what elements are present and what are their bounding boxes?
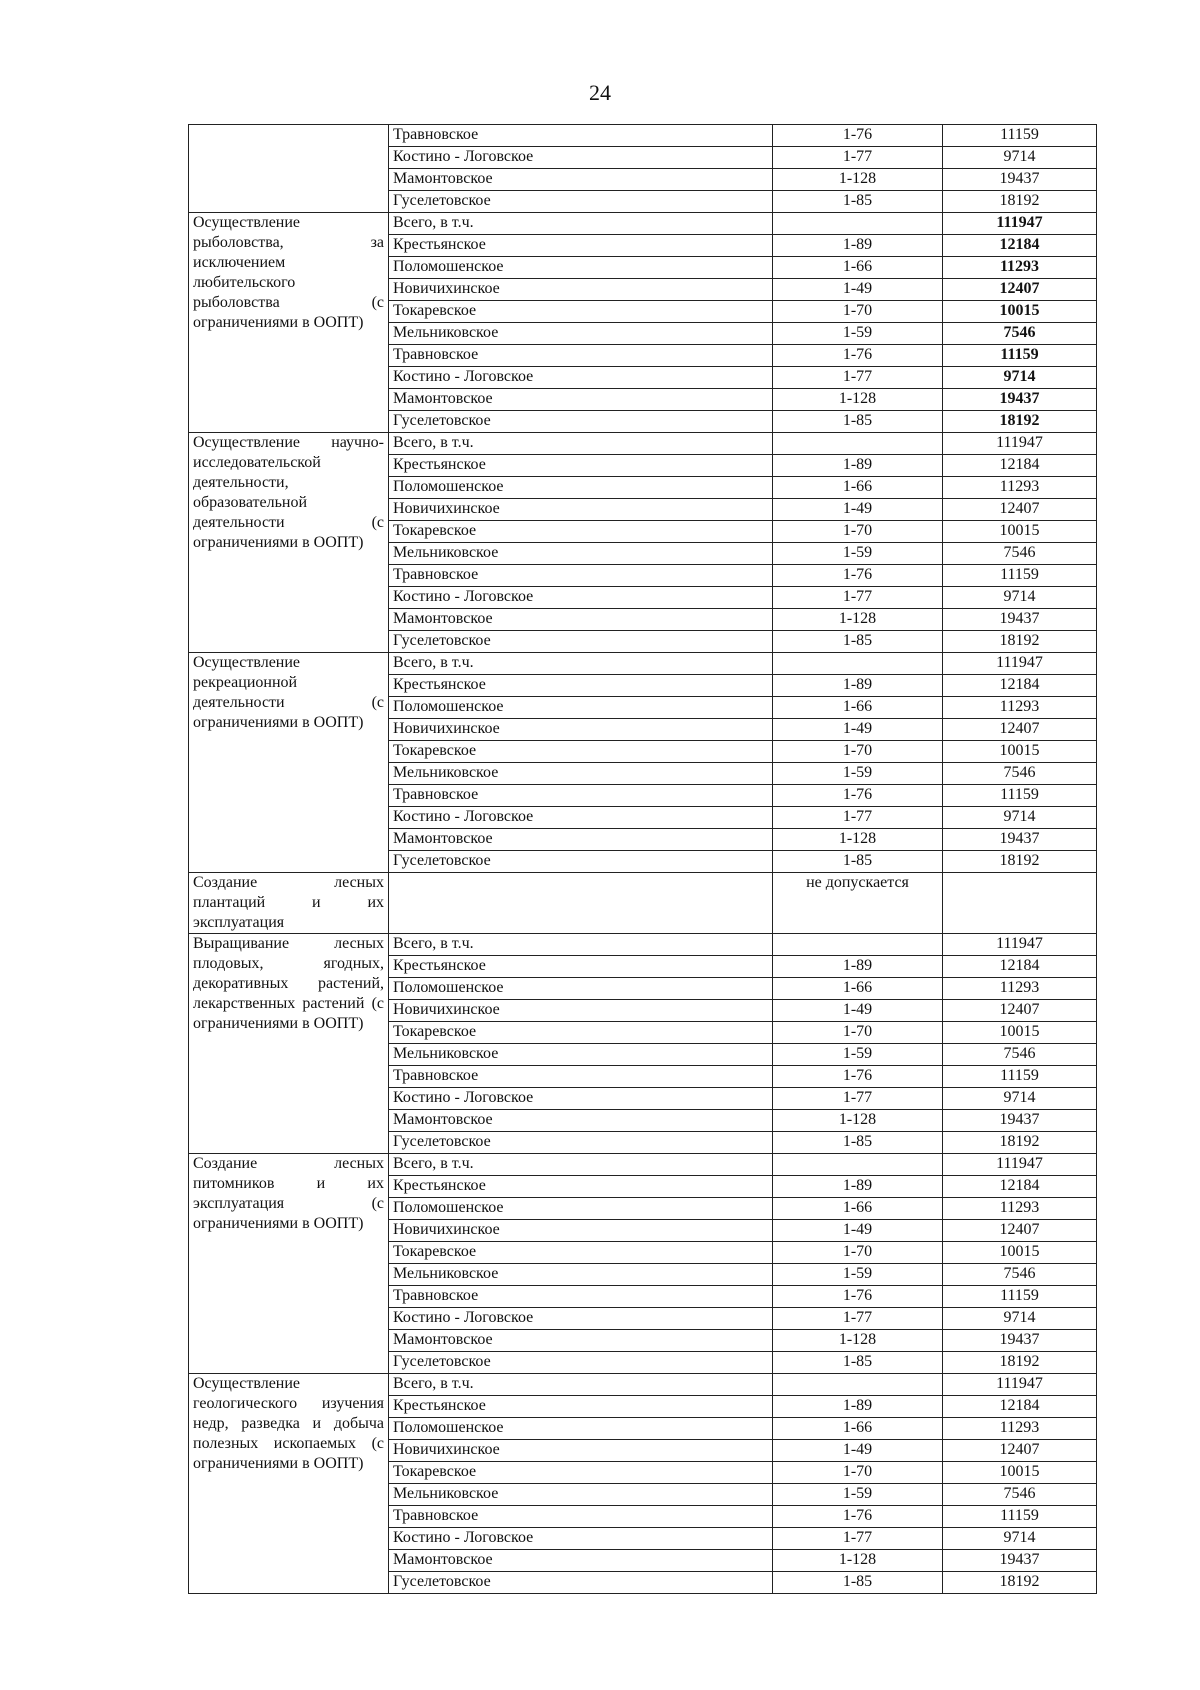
forestry-cell: Всего, в т.ч. bbox=[389, 934, 773, 956]
area-cell: 10015 bbox=[943, 301, 1097, 323]
quarters-cell: 1-128 bbox=[773, 1110, 943, 1132]
area-cell: 111947 bbox=[943, 653, 1097, 675]
quarters-cell: 1-76 bbox=[773, 785, 943, 807]
quarters-cell: 1-49 bbox=[773, 1440, 943, 1462]
area-cell: 111947 bbox=[943, 1374, 1097, 1396]
quarters-cell: 1-77 bbox=[773, 1528, 943, 1550]
area-cell: 7546 bbox=[943, 1044, 1097, 1066]
forestry-cell: Новичихинское bbox=[389, 279, 773, 301]
area-cell: 18192 bbox=[943, 1132, 1097, 1154]
table-row bbox=[189, 213, 1097, 235]
quarters-cell: 1-66 bbox=[773, 1198, 943, 1220]
forestry-cell: Костино - Логовское bbox=[389, 367, 773, 389]
area-cell: 11293 bbox=[943, 477, 1097, 499]
table-row bbox=[189, 653, 1097, 675]
forestry-cell: Мельниковское bbox=[389, 1264, 773, 1286]
forestry-cell: Всего, в т.ч. bbox=[389, 433, 773, 455]
quarters-cell: 1-89 bbox=[773, 1396, 943, 1418]
area-cell: 111947 bbox=[943, 433, 1097, 455]
quarters-cell: 1-70 bbox=[773, 1242, 943, 1264]
forestry-cell: Крестьянское bbox=[389, 956, 773, 978]
forestry-cell: Гуселетовское bbox=[389, 191, 773, 213]
forestry-cell: Травновское bbox=[389, 345, 773, 367]
area-cell: 11293 bbox=[943, 1418, 1097, 1440]
forestry-cell: Новичихинское bbox=[389, 719, 773, 741]
quarters-cell: 1-66 bbox=[773, 1418, 943, 1440]
quarters-cell: 1-77 bbox=[773, 1088, 943, 1110]
quarters-cell: 1-70 bbox=[773, 1022, 943, 1044]
forestry-cell: Крестьянское bbox=[389, 1396, 773, 1418]
forestry-cell: Крестьянское bbox=[389, 455, 773, 477]
forestry-cell: Травновское bbox=[389, 125, 773, 147]
forestry-cell: Поломошенское bbox=[389, 1418, 773, 1440]
forestry-cell: Гуселетовское bbox=[389, 411, 773, 433]
quarters-cell: 1-85 bbox=[773, 1352, 943, 1374]
forestry-cell: Костино - Логовское bbox=[389, 1528, 773, 1550]
forestry-cell: Мамонтовское bbox=[389, 829, 773, 851]
area-cell: 111947 bbox=[943, 1154, 1097, 1176]
area-cell: 10015 bbox=[943, 1242, 1097, 1264]
area-cell: 18192 bbox=[943, 851, 1097, 873]
area-cell: 7546 bbox=[943, 323, 1097, 345]
forestry-cell: Крестьянское bbox=[389, 675, 773, 697]
forestry-cell: Крестьянское bbox=[389, 1176, 773, 1198]
area-cell: 11293 bbox=[943, 1198, 1097, 1220]
forestry-cell: Гуселетовское bbox=[389, 1132, 773, 1154]
quarters-cell: 1-77 bbox=[773, 807, 943, 829]
activity-cell bbox=[189, 125, 389, 213]
area-cell: 11159 bbox=[943, 1506, 1097, 1528]
forestry-cell: Гуселетовское bbox=[389, 851, 773, 873]
quarters-cell: 1-49 bbox=[773, 279, 943, 301]
area-cell: 9714 bbox=[943, 367, 1097, 389]
area-cell: 12407 bbox=[943, 279, 1097, 301]
forestry-cell: Токаревское bbox=[389, 521, 773, 543]
quarters-cell: 1-89 bbox=[773, 1176, 943, 1198]
area-cell: 11159 bbox=[943, 1066, 1097, 1088]
area-cell: 18192 bbox=[943, 1352, 1097, 1374]
forestry-cell: Поломошенское bbox=[389, 978, 773, 1000]
table-row bbox=[189, 125, 1097, 147]
quarters-cell: 1-70 bbox=[773, 741, 943, 763]
area-cell: 19437 bbox=[943, 1550, 1097, 1572]
quarters-cell: 1-89 bbox=[773, 235, 943, 257]
note-cell: не допускается bbox=[773, 873, 943, 934]
quarters-cell: 1-76 bbox=[773, 345, 943, 367]
quarters-cell: 1-128 bbox=[773, 1550, 943, 1572]
forestry-cell: Поломошенское bbox=[389, 1198, 773, 1220]
quarters-cell: 1-89 bbox=[773, 675, 943, 697]
forestry-cell: Травновское bbox=[389, 1066, 773, 1088]
area-cell: 12184 bbox=[943, 1176, 1097, 1198]
table-row bbox=[189, 1374, 1097, 1396]
area-cell: 9714 bbox=[943, 1088, 1097, 1110]
area-cell: 12407 bbox=[943, 1220, 1097, 1242]
area-cell: 18192 bbox=[943, 411, 1097, 433]
quarters-cell: 1-128 bbox=[773, 169, 943, 191]
quarters-cell: 1-85 bbox=[773, 191, 943, 213]
area-cell: 11159 bbox=[943, 565, 1097, 587]
forestry-cell: Травновское bbox=[389, 565, 773, 587]
area-cell: 11293 bbox=[943, 257, 1097, 279]
forestry-cell: Мамонтовское bbox=[389, 1110, 773, 1132]
forestry-cell: Мельниковское bbox=[389, 1484, 773, 1506]
area-cell: 19437 bbox=[943, 1330, 1097, 1352]
quarters-cell: 1-76 bbox=[773, 125, 943, 147]
quarters-cell: 1-49 bbox=[773, 719, 943, 741]
area-cell: 7546 bbox=[943, 1264, 1097, 1286]
table-row bbox=[189, 873, 1097, 934]
quarters-cell: 1-59 bbox=[773, 1264, 943, 1286]
area-cell: 12184 bbox=[943, 956, 1097, 978]
forestry-cell: Травновское bbox=[389, 1506, 773, 1528]
quarters-cell: 1-128 bbox=[773, 389, 943, 411]
quarters-cell: 1-59 bbox=[773, 1484, 943, 1506]
activity-cell: Осуществление научно-исследовательской деятельности, образовательной деятельности (с ограничениями в ООПТ) bbox=[189, 433, 389, 653]
forestry-cell: Токаревское bbox=[389, 1242, 773, 1264]
forestry-cell: Мамонтовское bbox=[389, 1550, 773, 1572]
area-cell: 111947 bbox=[943, 213, 1097, 235]
area-cell: 18192 bbox=[943, 191, 1097, 213]
area-cell: 9714 bbox=[943, 1308, 1097, 1330]
forestry-cell: Мельниковское bbox=[389, 323, 773, 345]
area-cell: 11293 bbox=[943, 697, 1097, 719]
area-cell: 19437 bbox=[943, 169, 1097, 191]
forestry-cell: Травновское bbox=[389, 1286, 773, 1308]
area-cell: 7546 bbox=[943, 543, 1097, 565]
quarters-cell: 1-89 bbox=[773, 455, 943, 477]
area-cell bbox=[943, 873, 1097, 934]
area-cell: 12407 bbox=[943, 499, 1097, 521]
forestry-cell: Травновское bbox=[389, 785, 773, 807]
forestry-cell: Токаревское bbox=[389, 741, 773, 763]
area-cell: 9714 bbox=[943, 587, 1097, 609]
forestry-cell: Костино - Логовское bbox=[389, 1308, 773, 1330]
quarters-cell: 1-49 bbox=[773, 499, 943, 521]
quarters-cell: 1-85 bbox=[773, 851, 943, 873]
area-cell: 12184 bbox=[943, 455, 1097, 477]
area-cell: 10015 bbox=[943, 1022, 1097, 1044]
area-cell: 11159 bbox=[943, 1286, 1097, 1308]
area-cell: 9714 bbox=[943, 1528, 1097, 1550]
quarters-cell bbox=[773, 1154, 943, 1176]
quarters-cell bbox=[773, 1374, 943, 1396]
page-number: 24 bbox=[589, 80, 611, 105]
forestry-cell: Мамонтовское bbox=[389, 169, 773, 191]
area-cell: 7546 bbox=[943, 763, 1097, 785]
quarters-cell: 1-76 bbox=[773, 1286, 943, 1308]
forestry-cell: Всего, в т.ч. bbox=[389, 213, 773, 235]
quarters-cell: 1-59 bbox=[773, 323, 943, 345]
quarters-cell: 1-85 bbox=[773, 1132, 943, 1154]
area-cell: 111947 bbox=[943, 934, 1097, 956]
area-cell: 12184 bbox=[943, 235, 1097, 257]
quarters-cell: 1-85 bbox=[773, 631, 943, 653]
quarters-cell: 1-70 bbox=[773, 301, 943, 323]
forestry-cell: Крестьянское bbox=[389, 235, 773, 257]
activity-cell: Создание лесных плантаций и их эксплуатация bbox=[189, 873, 389, 934]
quarters-cell bbox=[773, 934, 943, 956]
quarters-cell: 1-85 bbox=[773, 411, 943, 433]
quarters-cell bbox=[773, 653, 943, 675]
quarters-cell: 1-77 bbox=[773, 367, 943, 389]
forestry-cell: Всего, в т.ч. bbox=[389, 1374, 773, 1396]
forestry-cell: Поломошенское bbox=[389, 477, 773, 499]
activity-cell: Осуществление геологического изучения недр, разведка и добыча полезных ископаемых (с ограничениями в ООПТ) bbox=[189, 1374, 389, 1594]
forestry-cell: Костино - Логовское bbox=[389, 1088, 773, 1110]
quarters-cell: 1-128 bbox=[773, 1330, 943, 1352]
activity-cell: Выращивание лесных плодовых, ягодных, декоративных растений, лекарственных растений (с ограничениями в ООПТ) bbox=[189, 934, 389, 1154]
quarters-cell: 1-128 bbox=[773, 829, 943, 851]
quarters-cell: 1-66 bbox=[773, 697, 943, 719]
quarters-cell: 1-76 bbox=[773, 1066, 943, 1088]
forestry-cell: Токаревское bbox=[389, 301, 773, 323]
area-cell: 19437 bbox=[943, 829, 1097, 851]
activity-cell: Создание лесных питомников и их эксплуатация (с ограничениями в ООПТ) bbox=[189, 1154, 389, 1374]
area-cell: 12184 bbox=[943, 1396, 1097, 1418]
area-cell: 18192 bbox=[943, 631, 1097, 653]
forestry-cell bbox=[389, 873, 773, 934]
table-row bbox=[189, 1154, 1097, 1176]
forest-use-table bbox=[188, 124, 1097, 1594]
forestry-cell: Мельниковское bbox=[389, 543, 773, 565]
area-cell: 12184 bbox=[943, 675, 1097, 697]
area-cell: 11159 bbox=[943, 125, 1097, 147]
area-cell: 10015 bbox=[943, 1462, 1097, 1484]
forestry-cell: Поломошенское bbox=[389, 257, 773, 279]
forestry-cell: Мельниковское bbox=[389, 1044, 773, 1066]
quarters-cell: 1-85 bbox=[773, 1572, 943, 1594]
quarters-cell: 1-76 bbox=[773, 1506, 943, 1528]
quarters-cell: 1-66 bbox=[773, 477, 943, 499]
quarters-cell: 1-76 bbox=[773, 565, 943, 587]
area-cell: 10015 bbox=[943, 521, 1097, 543]
forestry-cell: Гуселетовское bbox=[389, 1352, 773, 1374]
forestry-cell: Поломошенское bbox=[389, 697, 773, 719]
area-cell: 12407 bbox=[943, 1440, 1097, 1462]
forestry-cell: Мамонтовское bbox=[389, 389, 773, 411]
forestry-cell: Гуселетовское bbox=[389, 1572, 773, 1594]
forestry-cell: Мамонтовское bbox=[389, 1330, 773, 1352]
area-cell: 7546 bbox=[943, 1484, 1097, 1506]
quarters-cell: 1-59 bbox=[773, 543, 943, 565]
area-cell: 10015 bbox=[943, 741, 1097, 763]
quarters-cell: 1-128 bbox=[773, 609, 943, 631]
table-row bbox=[189, 433, 1097, 455]
area-cell: 9714 bbox=[943, 147, 1097, 169]
forestry-cell: Всего, в т.ч. bbox=[389, 653, 773, 675]
quarters-cell: 1-77 bbox=[773, 1308, 943, 1330]
quarters-cell: 1-66 bbox=[773, 978, 943, 1000]
activity-cell: Осуществление рекреационной деятельности (с ограничениями в ООПТ) bbox=[189, 653, 389, 873]
area-cell: 11293 bbox=[943, 978, 1097, 1000]
quarters-cell: 1-70 bbox=[773, 521, 943, 543]
forestry-cell: Новичихинское bbox=[389, 499, 773, 521]
quarters-cell: 1-59 bbox=[773, 763, 943, 785]
area-cell: 11159 bbox=[943, 345, 1097, 367]
forestry-cell: Новичихинское bbox=[389, 1000, 773, 1022]
forestry-cell: Костино - Логовское bbox=[389, 587, 773, 609]
area-cell: 19437 bbox=[943, 609, 1097, 631]
quarters-cell: 1-89 bbox=[773, 956, 943, 978]
area-cell: 12407 bbox=[943, 1000, 1097, 1022]
forestry-cell: Новичихинское bbox=[389, 1220, 773, 1242]
forestry-cell: Всего, в т.ч. bbox=[389, 1154, 773, 1176]
quarters-cell: 1-49 bbox=[773, 1220, 943, 1242]
area-cell: 11159 bbox=[943, 785, 1097, 807]
forestry-cell: Токаревское bbox=[389, 1022, 773, 1044]
quarters-cell: 1-77 bbox=[773, 587, 943, 609]
table-body bbox=[189, 125, 1097, 1594]
forestry-cell: Новичихинское bbox=[389, 1440, 773, 1462]
area-cell: 19437 bbox=[943, 389, 1097, 411]
area-cell: 12407 bbox=[943, 719, 1097, 741]
area-cell: 9714 bbox=[943, 807, 1097, 829]
forestry-cell: Мельниковское bbox=[389, 763, 773, 785]
forestry-cell: Костино - Логовское bbox=[389, 147, 773, 169]
quarters-cell bbox=[773, 213, 943, 235]
quarters-cell: 1-66 bbox=[773, 257, 943, 279]
forestry-cell: Токаревское bbox=[389, 1462, 773, 1484]
quarters-cell: 1-59 bbox=[773, 1044, 943, 1066]
activity-cell: Осуществление рыболовства, за исключением любительского рыболовства (с ограничениями в ООПТ) bbox=[189, 213, 389, 433]
quarters-cell: 1-49 bbox=[773, 1000, 943, 1022]
quarters-cell: 1-77 bbox=[773, 147, 943, 169]
quarters-cell: 1-70 bbox=[773, 1462, 943, 1484]
area-cell: 18192 bbox=[943, 1572, 1097, 1594]
forestry-cell: Костино - Логовское bbox=[389, 807, 773, 829]
area-cell: 19437 bbox=[943, 1110, 1097, 1132]
forestry-cell: Гуселетовское bbox=[389, 631, 773, 653]
table-row bbox=[189, 934, 1097, 956]
quarters-cell bbox=[773, 433, 943, 455]
forestry-cell: Мамонтовское bbox=[389, 609, 773, 631]
